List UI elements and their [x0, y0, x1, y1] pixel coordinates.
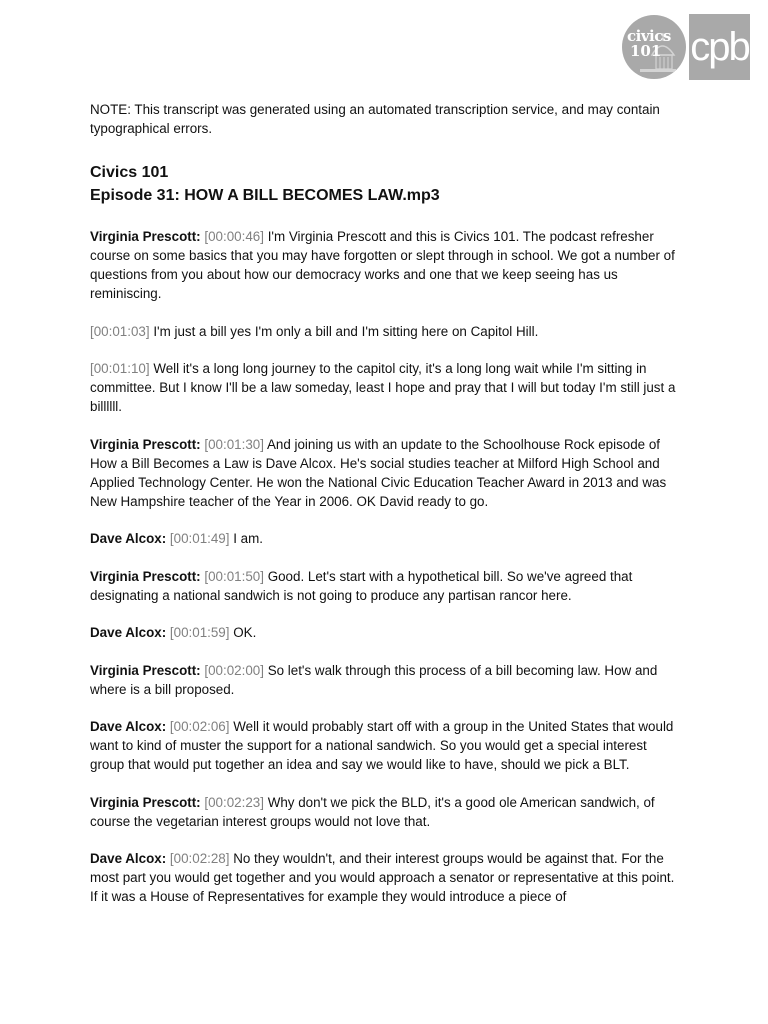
transcript-document: [90, 100, 680, 925]
transcript-paragraph: [90, 661, 680, 699]
transcript-paragraph: [90, 529, 680, 548]
utterance-text: I am.: [233, 531, 263, 546]
civics-logo-text: civics: [627, 27, 671, 45]
civics-logo-number: 101: [630, 42, 662, 60]
timestamp: [00:02:28]: [169, 851, 230, 866]
transcript-paragraph: [90, 849, 680, 906]
timestamp: [00:02:23]: [204, 794, 264, 810]
utterance-text: OK.: [233, 625, 257, 640]
speaker-name: Virginia Prescott:: [90, 794, 201, 810]
utterance-text: I'm just a bill yes I'm only a bill and I'm sitting here on Capitol Hill.: [153, 323, 539, 339]
speaker-name: Virginia Prescott:: [90, 229, 201, 244]
transcript-paragraph: [90, 717, 680, 774]
transcription-note: NOTE: This transcript was generated using an automated transcription service, and may contain typographical errors.: [90, 102, 660, 136]
timestamp: [00:01:59]: [169, 625, 230, 640]
transcript-paragraph: [90, 322, 680, 341]
speaker-name: Virginia Prescott:: [90, 662, 201, 678]
timestamp: [00:01:49]: [169, 531, 230, 546]
document-title: Civics 101: [90, 164, 169, 181]
utterance-text: No they wouldn't, and their interest groups would be against that. For the most part you would get together and you would approach a senator or representative at this point. If it was a House of Representatives for example they would introduce a piece of: [90, 851, 675, 904]
transcript-paragraph: [90, 359, 680, 416]
utterance-text: Well it's a long long journey to the capitol city, it's a long long wait while I'm sitting in committee. But I know I'll be a law someday, least I hope and pray that I will but today I'm still just a billllll.: [90, 361, 676, 414]
transcript-paragraph: [90, 567, 680, 605]
transcript-paragraph: [90, 435, 680, 511]
cpb-logo: cpb: [689, 14, 750, 80]
utterance-text: So let's walk through this process of a bill becoming law. How and where is a bill proposed.: [90, 662, 658, 697]
speaker-name: Dave Alcox:: [90, 531, 167, 546]
timestamp: [00:00:46]: [204, 229, 264, 244]
episode-title: Episode 31: HOW A BILL BECOMES LAW.mp3: [90, 187, 440, 204]
transcript-paragraph: [90, 227, 680, 303]
timestamp: [00:01:10]: [90, 361, 150, 376]
speaker-name: Dave Alcox:: [90, 719, 167, 734]
speaker-name: Dave Alcox:: [90, 625, 167, 640]
header-logos: [622, 14, 750, 80]
utterance-text: Well it would probably start off with a group in the United States that would want to kind of muster the support for a national sandwich. So you would get a special interest group that would put together an idea and say we would like to have, should we pick a BLT.: [90, 719, 674, 772]
transcript-paragraph: [90, 793, 680, 831]
transcript-body: [90, 227, 680, 906]
speaker-name: Virginia Prescott:: [90, 568, 201, 584]
utterance-text: Why don't we pick the BLD, it's a good ole American sandwich, of course the vegetarian interest groups would not love that.: [90, 794, 655, 829]
transcript-paragraph: [90, 623, 680, 642]
speaker-name: Dave Alcox:: [90, 851, 167, 866]
utterance-text: I'm Virginia Prescott and this is Civics 101. The podcast refresher course on some basics that you may have forgotten or slept through in school. We got a number of questions from you about how our democracy works and one that we keep seeing has us reminiscing.: [90, 229, 675, 301]
utterance-text: Good. Let's start with a hypothetical bill. So we've agreed that designating a national sandwich is not going to produce any partisan rancor here.: [90, 568, 633, 603]
utterance-text: And joining us with an update to the Schoolhouse Rock episode of How a Bill Becomes a Law is Dave Alcox. He's social studies teacher at Milford High School and Applied Technology Center. He won the National Civic Education Teacher Award in 2013 and was New Hampshire teacher of the Year in 2006. OK David ready to go.: [90, 436, 667, 509]
timestamp: [00:01:03]: [90, 323, 150, 339]
timestamp: [00:02:06]: [169, 719, 230, 734]
timestamp: [00:01:50]: [204, 568, 264, 584]
civics-101-logo: [622, 15, 686, 79]
speaker-name: Virginia Prescott:: [90, 436, 201, 452]
timestamp: [00:01:30]: [204, 436, 264, 452]
timestamp: [00:02:00]: [204, 662, 264, 678]
